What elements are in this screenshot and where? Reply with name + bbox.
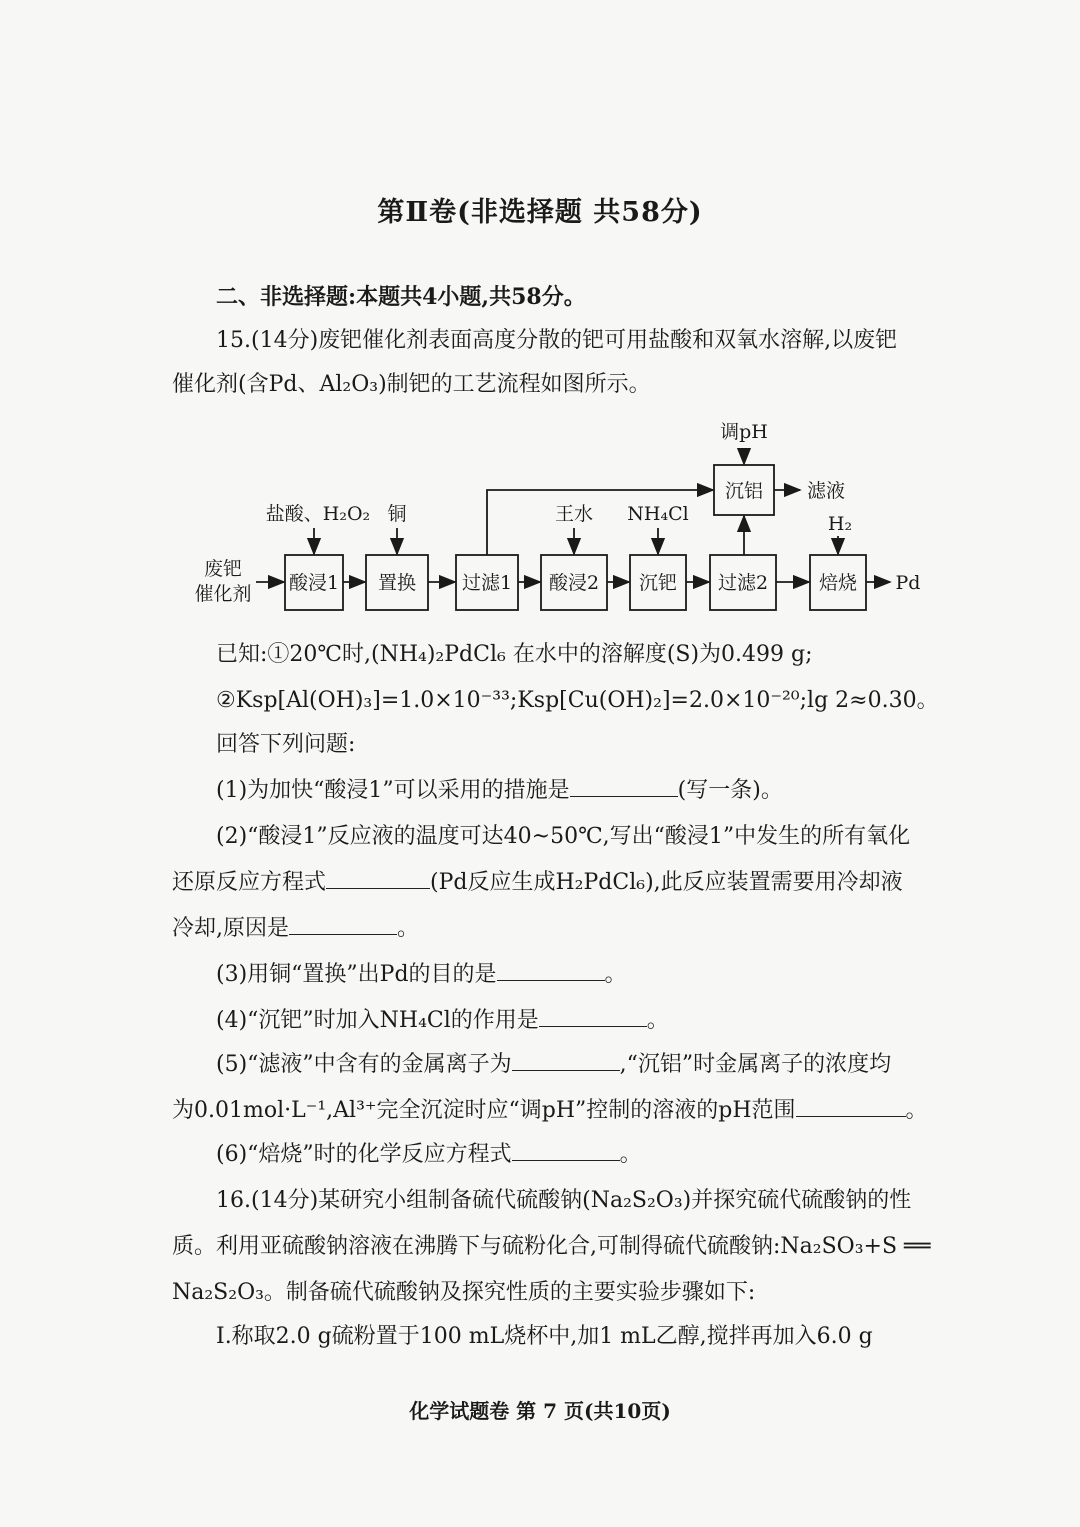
known-2: ②Ksp[Al(OH)₃]=1.0×10⁻³³;Ksp[Cu(OH)₂]=2.0×10⁻²⁰;lg 2≈0.30。 [216,688,939,713]
label-roast: 焙烧 [818,572,858,594]
q16-line1: 16.(14分)某研究小组制备硫代硫酸钠(Na₂S₂O₃)并探究硫代硫酸钠的性 [216,1188,912,1213]
question-1: (1)为加快“酸浸1”可以采用的措施是 (写一条)。 [216,778,783,803]
reagent-aqua-regia: 王水 [554,503,594,525]
output-filtrate: 滤液 [806,480,846,502]
question-6: (6)“焙烧”时的化学反应方程式 。 [216,1142,642,1167]
question-2-line2: 还原反应方程式 (Pd反应生成H₂PdCl₆),此反应装置需要用冷却液 [172,870,903,895]
label-acid-leach-1: 酸浸1 [288,572,340,594]
answer-prompt: 回答下列问题: [216,732,356,757]
q16-line3: Na₂S₂O₃。制备硫代硫酸钠及探究性质的主要实验步骤如下: [172,1280,756,1305]
answer-blank [796,1096,906,1117]
input-label-1: 废钯 [203,558,243,580]
label-acid-leach-2: 酸浸2 [548,572,600,594]
input-label-2: 催化剂 [194,583,252,605]
reagent-copper: 铜 [387,503,407,525]
question-5-line2: 为0.01mol·L⁻¹,Al³⁺完全沉淀时应“调pH”控制的溶液的pH范围 。 [172,1098,928,1123]
answer-blank [512,1050,620,1071]
output-pd: Pd [895,572,921,594]
reagent-hcl-h2o2: 盐酸、H₂O₂ [265,503,371,525]
question-2-line1: (2)“酸浸1”反应液的温度可达40~50℃,写出“酸浸1”中发生的所有氧化 [216,824,911,849]
known-1: 已知:①20℃时,(NH₄)₂PdCl₆ 在水中的溶解度(S)为0.499 g; [216,642,813,667]
reagent-nh4cl: NH₄Cl [627,503,689,525]
q15-intro-line2: 催化剂(含Pd、Al₂O₃)制钯的工艺流程如图所示。 [172,372,651,397]
answer-blank [539,1006,647,1027]
question-3: (3)用铜“置换”出Pd的目的是 。 [216,962,627,987]
page-footer: 化学试题卷 第 7 页(共10页) [409,1399,671,1423]
question-2-line3: 冷却,原因是 。 [172,916,420,941]
reagent-adjust-ph: 调pH [720,421,768,443]
q15-intro-line1: 15.(14分)废钯催化剂表面高度分散的钯可用盐酸和双氧水溶解,以废钯 [216,328,898,353]
label-filter-2: 过滤2 [717,572,769,594]
question-5-line1: (5)“滤液”中含有的金属离子为 ,“沉铝”时金属离子的浓度均 [216,1052,892,1077]
answer-blank [289,914,397,935]
section-title: 第Ⅱ卷(非选择题 共58分) [377,197,703,228]
part-heading: 二、非选择题:本题共4小题,共58分。 [216,284,586,310]
reagent-h2: H₂ [827,513,853,535]
label-replace: 置换 [377,572,417,594]
label-precip-al: 沉铝 [724,480,764,502]
label-precip-pd: 沉钯 [638,572,678,594]
question-4: (4)“沉钯”时加入NH₄Cl的作用是 。 [216,1008,669,1033]
q16-line2: 质。利用亚硫酸钠溶液在沸腾下与硫粉化合,可制得硫代硫酸钠:Na₂SO₃+S ══ [172,1234,931,1259]
process-flow-diagram [0,410,1080,630]
answer-blank [497,960,605,981]
answer-blank [326,868,430,889]
answer-blank [570,776,678,797]
answer-blank [512,1140,620,1161]
label-filter-1: 过滤1 [461,572,513,594]
q16-line4: Ⅰ.称取2.0 g硫粉置于100 mL烧杯中,加1 mL乙醇,搅拌再加入6.0 g [216,1324,873,1349]
